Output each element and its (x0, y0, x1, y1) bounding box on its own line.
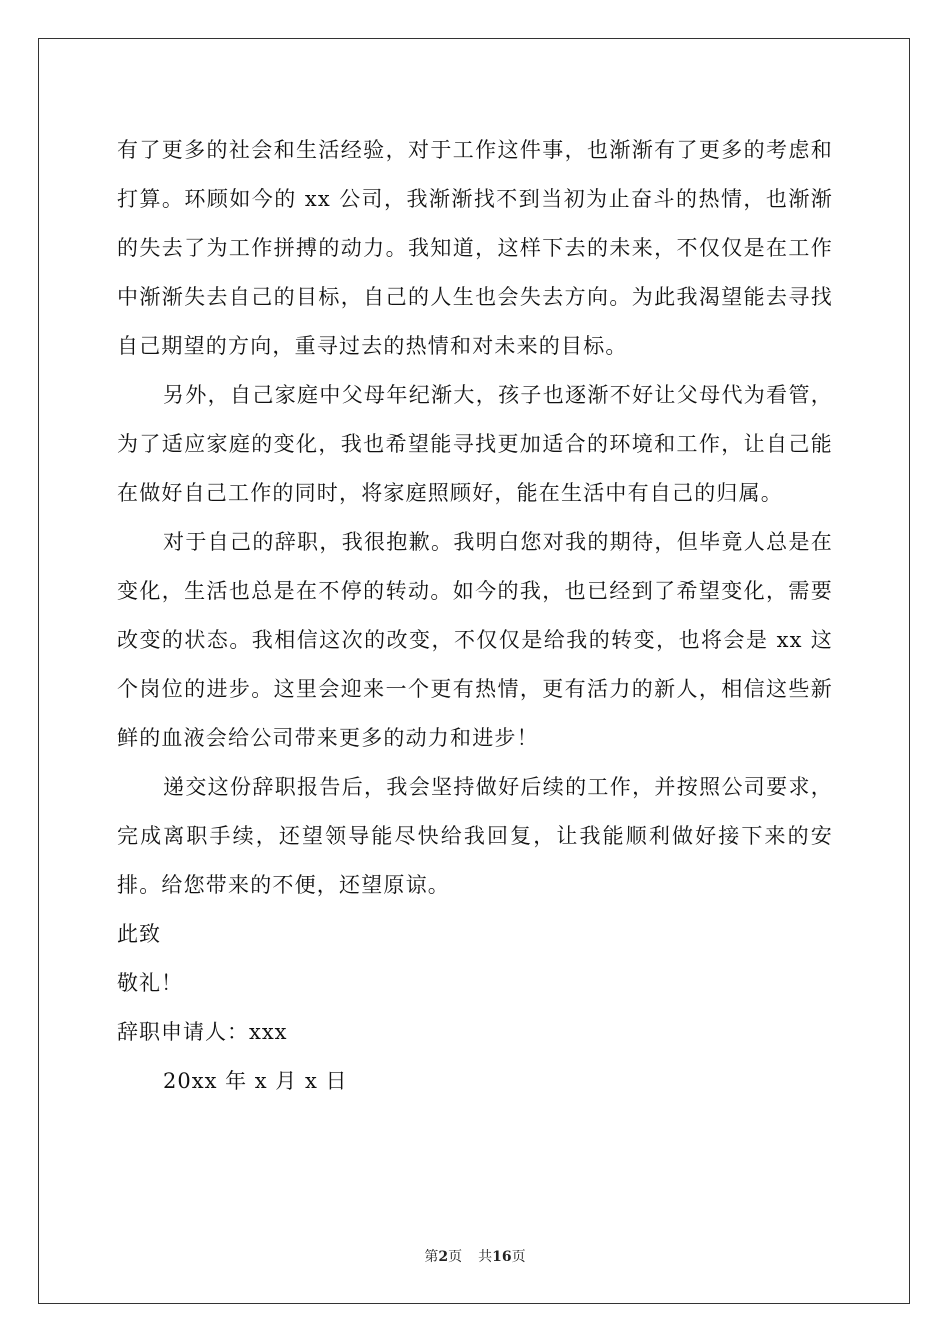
paragraph-2: 另外，自己家庭中父母年纪渐大，孩子也逐渐不好让父母代为看管，为了适应家庭的变化，我也希望能寻找更加适合的环境和工作，让自己能在做好自己工作的同时，将家庭照顾好，能在生活中有自己的归属。 (117, 383, 833, 505)
document-body (117, 126, 833, 1106)
closing-line: 此致 (117, 922, 161, 946)
signature-line: 辞职申请人：xxx (117, 1020, 288, 1044)
paragraph-1: 有了更多的社会和生活经验，对于工作这件事，也渐渐有了更多的考虑和打算。环顾如今的 xx 公司，我渐渐找不到当初为止奋斗的热情，也渐渐的失去了为工作拼搏的动力。我知道，这样下去的未来，不仅仅是在工作中渐渐失去自己的目标，自己的人生也会失去方向。为此我渴望能去寻找自己期望的方向，重寻过去的热情和对未来的目标。 (117, 138, 833, 358)
date-line: 20xx 年 x 月 x 日 (163, 1069, 348, 1093)
page-footer (0, 1246, 950, 1266)
page-prefix: 第 (424, 1249, 439, 1265)
total-suffix: 页 (511, 1249, 526, 1265)
page-suffix: 页 (448, 1249, 463, 1265)
salutation-line: 敬礼！ (117, 971, 183, 995)
page-number: 2 (438, 1249, 449, 1265)
total-pages: 16 (492, 1249, 512, 1265)
paragraph-4: 递交这份辞职报告后，我会坚持做好后续的工作，并按照公司要求，完成离职手续，还望领导能尽快给我回复，让我能顺利做好接下来的安排。给您带来的不便，还望原谅。 (117, 775, 833, 897)
total-prefix: 共 (478, 1249, 493, 1265)
paragraph-3: 对于自己的辞职，我很抱歉。我明白您对我的期待，但毕竟人总是在变化，生活也总是在不停的转动。如今的我，也已经到了希望变化，需要改变的状态。我相信这次的改变，不仅仅是给我的转变，也将会是 xx 这个岗位的进步。这里会迎来一个更有热情，更有活力的新人，相信这些新鲜的血液会给公司带来更多的动力和进步！ (117, 530, 833, 750)
